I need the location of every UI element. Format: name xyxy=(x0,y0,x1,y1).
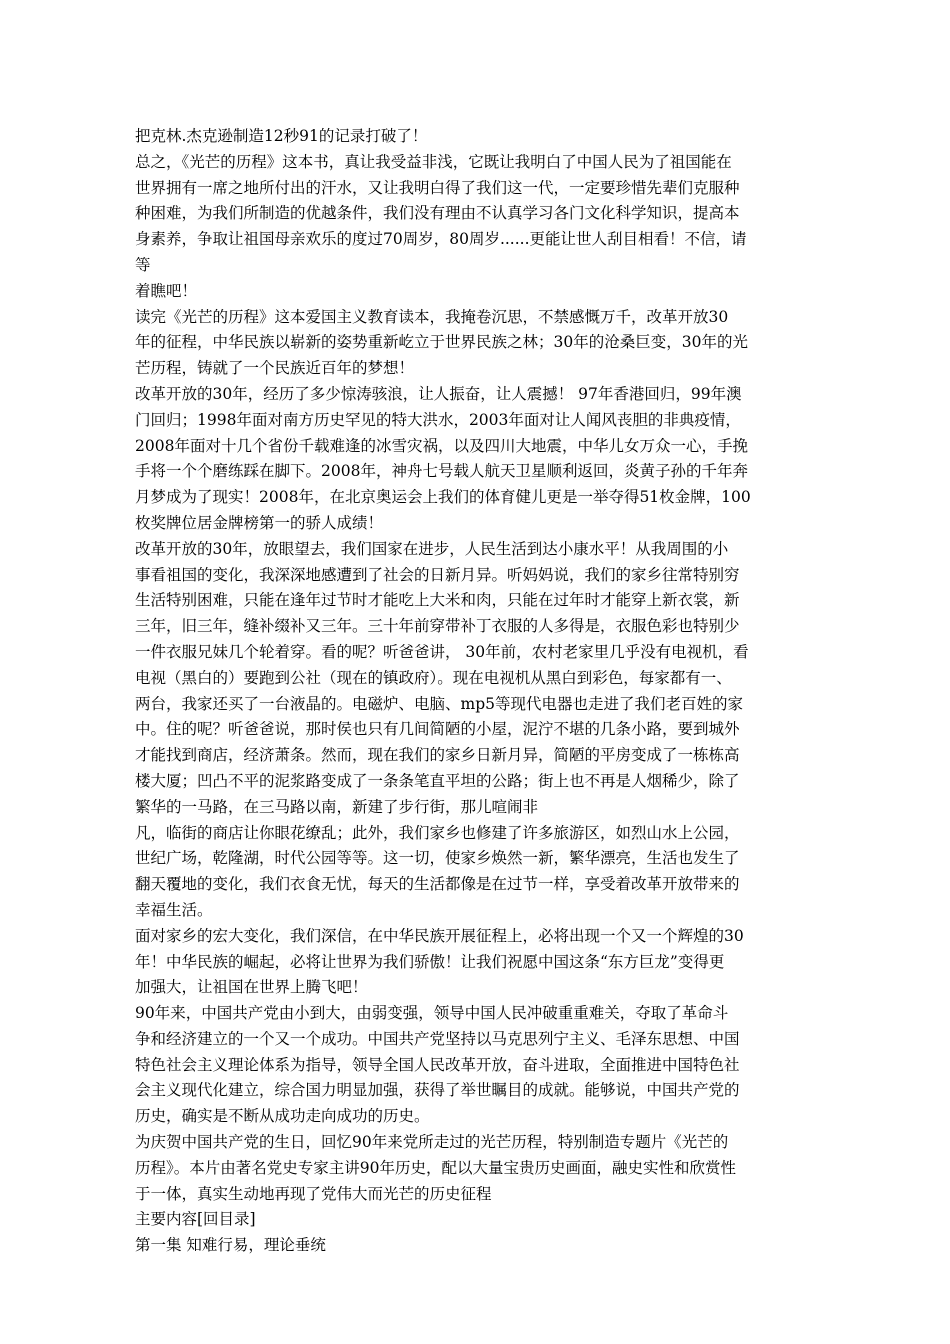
text-line: 为庆贺中国共产党的生日，回忆90年来党所走过的光芒历程，特别制造专题片《光芒的 xyxy=(135,1133,729,1152)
text-line: 芒历程，铸就了一个民族近百年的梦想！ xyxy=(135,359,415,378)
text-line: 月梦成为了现实！2008年，在北京奥运会上我们的体育健儿更是一举夺得51枚金牌，100 xyxy=(135,488,751,507)
text-line: 枚奖牌位居金牌榜第一的骄人成绩！ xyxy=(135,513,384,532)
text-line: 门回归；1998年面对南方历史罕见的特大洪水，2003年面对让人闻风丧胆的非典疫情， xyxy=(135,410,741,429)
text-line: 一件衣服兄妹几个轮着穿。看的呢？听爸爸讲， 30年前，农村老家里几乎没有电视机，看 xyxy=(135,642,749,661)
text-line: 读完《光芒的历程》这本爱国主义教育读本，我掩卷沉思，不禁感慨万千，改革开放30 xyxy=(135,307,729,326)
text-line: 楼大厦；凹凸不平的泥浆路变成了一条条笔直平坦的公路；街上也不再是人烟稀少，除了 xyxy=(135,771,740,790)
text-line: 争和经济建立的一个又一个成功。中国共产党坚持以马克思列宁主义、毛泽东思想、中国 xyxy=(135,1029,740,1048)
text-line: 生活特别困难，只能在逢年过节时才能吃上大米和肉，只能在过年时才能穿上新衣裳，新 xyxy=(135,591,740,610)
text-line: 幸福生活。 xyxy=(135,900,213,919)
text-line: 着瞧吧！ xyxy=(135,281,198,300)
text-line: 繁华的一马路，在三马路以南，新建了步行街，那儿喧闹非 xyxy=(135,797,539,816)
text-line: 翻天覆地的变化，我们衣食无忧，每天的生活都像是在过节一样，享受着改革开放带来的 xyxy=(135,875,740,894)
text-line: 凡，临街的商店让你眼花缭乱；此外，我们家乡也修建了许多旅游区，如烈山水上公园， xyxy=(135,823,740,842)
text-line: 手将一个个磨练踩在脚下。2008年，神舟七号载人航天卫星顺利返回，炎黄子孙的千年奔 xyxy=(135,462,748,481)
episode-title: 第一集 知难行易，理论垂统 xyxy=(135,1236,326,1255)
text-line: 面对家乡的宏大变化，我们深信，在中华民族开展征程上，必将出现一个又一个辉煌的30 xyxy=(135,926,744,945)
text-line: 等 xyxy=(135,255,151,274)
text-line: 年！中华民族的崛起，必将让世界为我们骄傲！让我们祝愿中国这条“东方巨龙”变得更 xyxy=(135,952,725,971)
text-line: 于一体，真实生动地再现了党伟大而光芒的历史征程 xyxy=(135,1184,492,1203)
text-line: 2008年面对十几个省份千载难逢的冰雪灾祸，以及四川大地震，中华儿女万众一心，手挽 xyxy=(135,436,748,455)
text-line: 改革开放的30年，经历了多少惊涛骇浪，让人振奋，让人震撼！ 97年香港回归，99年澳 xyxy=(135,384,742,403)
text-line: 特色社会主义理论体系为指导，领导全国人民改革开放，奋斗进取，全面推进中国特色社 xyxy=(135,1055,740,1074)
text-line: 世纪广场，乾隆湖，时代公园等等。这一切，使家乡焕然一新，繁华漂亮，生活也发生了 xyxy=(135,849,740,868)
text-line: 历史，确实是不断从成功走向成功的历史。 xyxy=(135,1107,430,1126)
text-line: 中。住的呢？听爸爸说，那时侯也只有几间简陋的小屋，泥泞不堪的几条小路，要到城外 xyxy=(135,720,740,739)
text-line: 两台，我家还买了一台液晶的。电磁炉、电脑、mp5等现代电器也走进了我们老百姓的家 xyxy=(135,694,743,713)
text-line: 年的征程，中华民族以崭新的姿势重新屹立于世界民族之林；30年的沧桑巨变，30年的光 xyxy=(135,333,748,352)
text-line: 身素养，争取让祖国母亲欢乐的度过70周岁，80周岁......更能让世人刮目相看！不信，请 xyxy=(135,230,747,249)
text-line: 世界拥有一席之地所付出的汗水，又让我明白得了我们这一代，一定要珍惜先辈们克服种 xyxy=(135,178,740,197)
text-line: 电视（黑白的）要跑到公社（现在的镇政府）。现在电视机从黑白到彩色，每家都有一、 xyxy=(135,668,732,687)
text-line: 90年来，中国共产党由小到大，由弱变强，领导中国人民冲破重重难关，夺取了革命斗 xyxy=(135,1004,729,1023)
text-line: 种困难，为我们所制造的优越条件，我们没有理由不认真学习各门文化科学知识，提高本 xyxy=(135,204,740,223)
text-line: 三年，旧三年，缝补缀补又三年。三十年前穿带补丁衣服的人多得是，衣服色彩也特别少 xyxy=(135,617,740,636)
text-line: 事看祖国的变化，我深深地感遭到了社会的日新月异。听妈妈说，我们的家乡往常特别穷 xyxy=(135,565,740,584)
section-heading-main-content: 主要内容[回目录] xyxy=(135,1210,256,1229)
text-line: 才能找到商店，经济萧条。然而，现在我们的家乡日新月异，简陋的平房变成了一栋栋高 xyxy=(135,746,740,765)
text-line: 加强大，让祖国在世界上腾飞吧！ xyxy=(135,978,368,997)
document-body xyxy=(135,124,815,1259)
text-line: 历程》。本片由著名党史专家主讲90年历史，配以大量宝贵历史画面，融史实性和欣赏性 xyxy=(135,1158,736,1177)
text-line: 总之，《光芒的历程》这本书，真让我受益非浅，它既让我明白了中国人民为了祖国能在 xyxy=(135,152,732,171)
text-line: 改革开放的30年，放眼望去，我们国家在进步，人民生活到达小康水平！从我周围的小 xyxy=(135,539,729,558)
text-line: 会主义现代化建立，综合国力明显加强，获得了举世瞩目的成就。能够说，中国共产党的 xyxy=(135,1081,740,1100)
text-line: 把克林.杰克逊制造12秒91的记录打破了！ xyxy=(135,127,428,145)
